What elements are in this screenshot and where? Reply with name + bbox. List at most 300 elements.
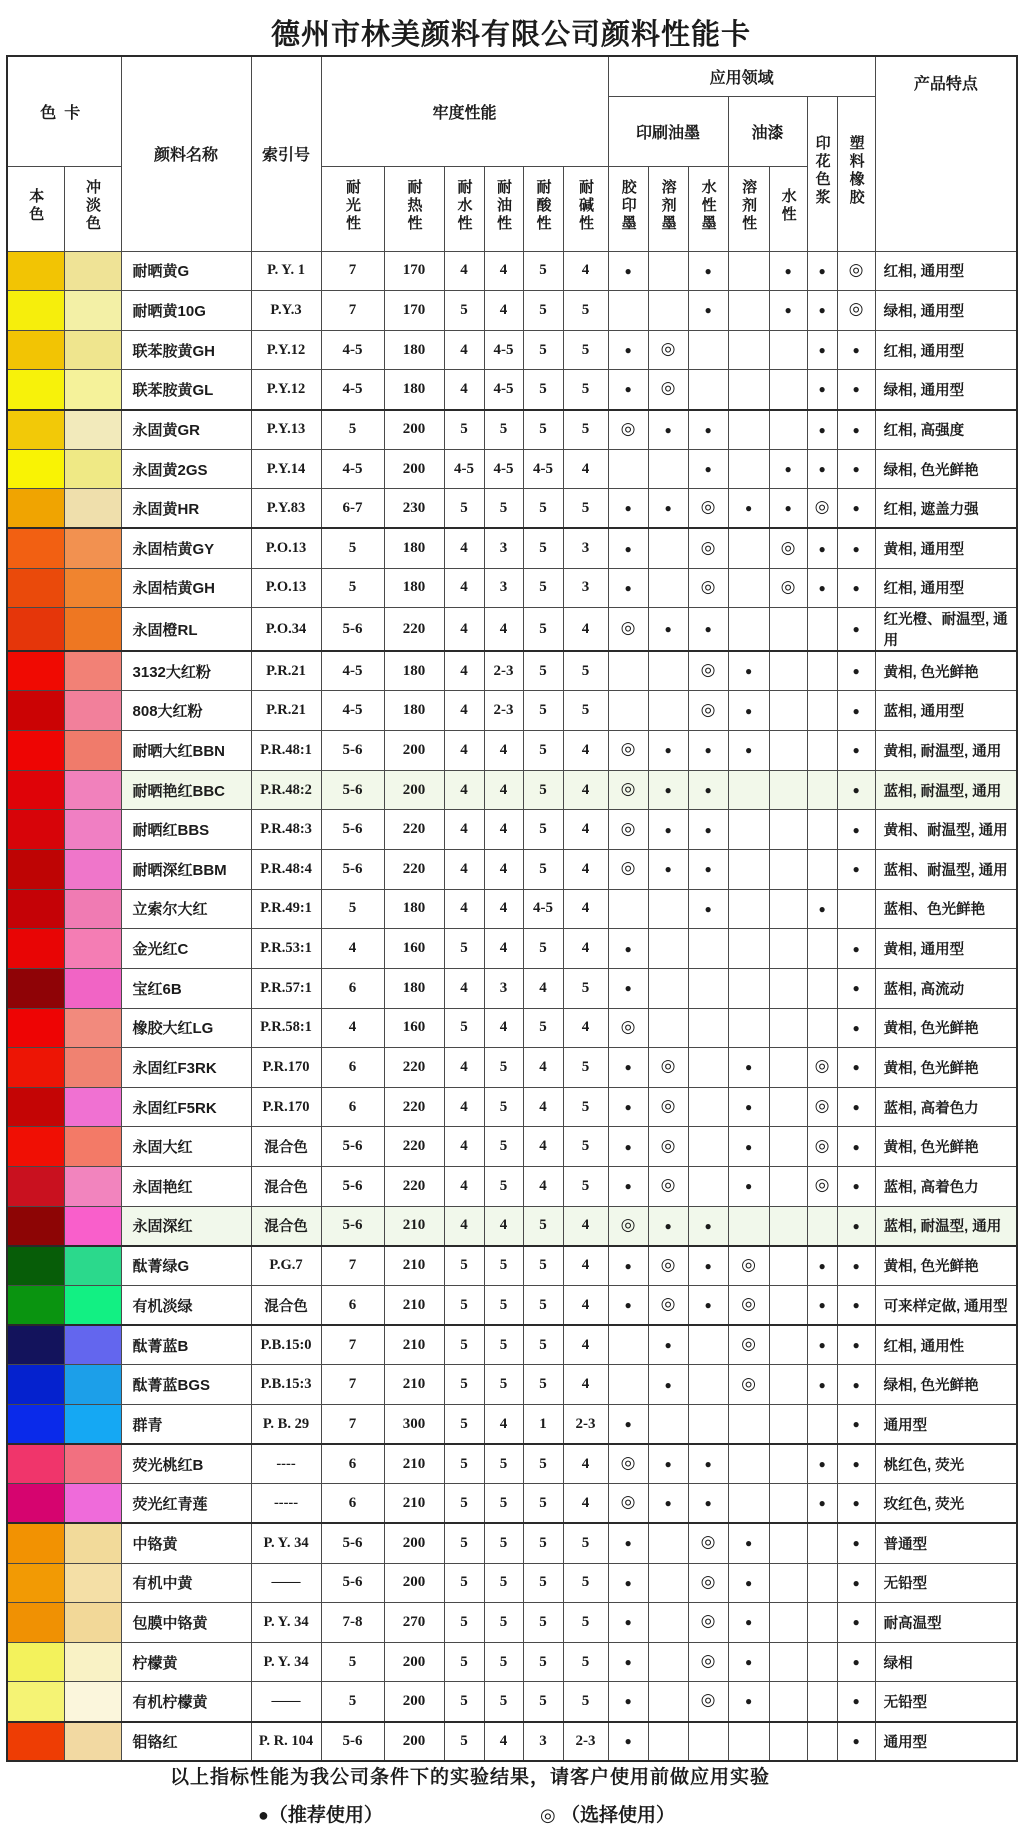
product-features: 黄相, 通用型	[875, 528, 1017, 568]
application-mark	[608, 929, 648, 969]
application-mark	[769, 1286, 807, 1326]
index-number: ——	[251, 1682, 321, 1722]
base-color-swatch	[7, 1167, 64, 1207]
application-mark	[807, 651, 837, 691]
product-features: 蓝相, 耐温型, 通用	[875, 770, 1017, 810]
base-color-swatch	[7, 251, 64, 291]
page-title: 德州市林美颜料有限公司颜料性能卡	[270, 19, 751, 51]
application-mark	[837, 449, 875, 489]
application-mark	[608, 410, 648, 450]
fastness-value: 5	[523, 291, 563, 331]
application-mark	[728, 810, 769, 850]
index-number: P.R.21	[251, 691, 321, 731]
fastness-value: 200	[384, 770, 444, 810]
recommended-dot-icon: ●	[852, 1496, 860, 1511]
diluted-color-swatch	[64, 889, 121, 929]
application-mark	[608, 370, 648, 410]
application-mark	[648, 849, 688, 889]
fastness-value: 5	[563, 330, 608, 370]
application-mark	[608, 1404, 648, 1444]
application-mark	[608, 1523, 648, 1563]
fastness-value: 5	[484, 1325, 523, 1365]
fastness-value: 5	[444, 1325, 484, 1365]
application-mark	[688, 1087, 728, 1127]
recommended-dot-icon: ●	[852, 1536, 860, 1551]
recommended-dot-icon: ●	[624, 1139, 632, 1154]
application-mark	[769, 968, 807, 1008]
optional-ring-icon: ◎	[741, 1373, 756, 1393]
application-mark	[688, 1603, 728, 1643]
base-color-swatch	[7, 770, 64, 810]
fastness-value: 4-5	[321, 651, 384, 691]
recommended-dot-icon: ●	[852, 1694, 860, 1709]
recommended-dot-icon: ●	[852, 382, 860, 397]
pigment-name: 耐晒黄10G	[121, 291, 251, 331]
application-mark	[608, 1444, 648, 1484]
application-mark	[608, 1365, 648, 1405]
base-color-swatch	[7, 1048, 64, 1088]
application-mark	[807, 1563, 837, 1603]
application-mark	[769, 731, 807, 771]
application-mark	[648, 1127, 688, 1167]
application-mark	[608, 608, 648, 652]
application-mark	[807, 1523, 837, 1563]
application-mark	[807, 1444, 837, 1484]
fastness-value: 1	[523, 1404, 563, 1444]
application-mark	[648, 1167, 688, 1207]
base-color-swatch	[7, 449, 64, 489]
application-mark	[807, 1167, 837, 1207]
application-mark	[807, 1246, 837, 1286]
fastness-value: 4	[484, 770, 523, 810]
fastness-value: 200	[384, 1722, 444, 1762]
product-features: 蓝相, 高着色力	[875, 1087, 1017, 1127]
fastness-value: 170	[384, 291, 444, 331]
fastness-value: 200	[384, 1642, 444, 1682]
index-number: P.R.170	[251, 1087, 321, 1127]
diluted-color-swatch	[64, 731, 121, 771]
fastness-value: 4	[563, 1444, 608, 1484]
optional-ring-icon: ◎	[620, 1016, 636, 1036]
fastness-value: 4	[444, 968, 484, 1008]
application-mark	[688, 449, 728, 489]
pigment-name: 金光红C	[121, 929, 251, 969]
recommended-dot-icon: ●	[258, 1805, 269, 1825]
fastness-value: 5	[484, 1444, 523, 1484]
base-color-swatch	[7, 608, 64, 652]
application-mark	[728, 1444, 769, 1484]
application-mark	[769, 1206, 807, 1246]
pigment-name: 酞菁蓝B	[121, 1325, 251, 1365]
pigment-name: 联苯胺黄GL	[121, 370, 251, 410]
application-mark	[648, 608, 688, 652]
fastness-value: 200	[384, 1682, 444, 1722]
application-mark	[837, 1682, 875, 1722]
diluted-color-swatch	[64, 1444, 121, 1484]
fastness-value: 5	[484, 1484, 523, 1524]
application-mark	[648, 1603, 688, 1643]
fastness-value: 200	[384, 1563, 444, 1603]
application-mark	[688, 770, 728, 810]
fastness-value: 5	[523, 849, 563, 889]
base-color-swatch	[7, 1484, 64, 1524]
recommended-dot-icon: ●	[704, 622, 712, 637]
diluted-color-swatch	[64, 489, 121, 529]
optional-ring-icon: ◎	[814, 1096, 830, 1116]
diluted-color-swatch	[64, 1682, 121, 1722]
index-number: P.R.48:3	[251, 810, 321, 850]
application-mark	[688, 1523, 728, 1563]
product-features: 蓝相、色光鲜艳	[875, 889, 1017, 929]
recommended-dot-icon: ●	[818, 1496, 826, 1511]
application-mark	[807, 770, 837, 810]
fastness-value: 2-3	[563, 1722, 608, 1762]
application-mark	[608, 889, 648, 929]
optional-ring-icon: ◎	[814, 1135, 830, 1155]
recommended-dot-icon: ●	[744, 703, 753, 718]
fastness-value: 6	[321, 1286, 384, 1326]
application-mark	[648, 489, 688, 529]
application-mark	[837, 568, 875, 608]
fastness-value: 220	[384, 1127, 444, 1167]
diluted-color-swatch	[64, 691, 121, 731]
application-mark	[837, 489, 875, 529]
application-mark	[608, 1286, 648, 1326]
recommended-dot-icon: ●	[704, 743, 712, 758]
application-mark	[837, 1722, 875, 1762]
application-mark	[837, 1167, 875, 1207]
recommended-dot-icon: ●	[852, 343, 860, 358]
product-features: 可来样定做, 通用型	[875, 1286, 1017, 1326]
recommended-dot-icon: ●	[744, 1575, 753, 1590]
index-number: P.R.49:1	[251, 889, 321, 929]
recommended-dot-icon: ●	[624, 501, 632, 516]
application-mark	[769, 1444, 807, 1484]
application-mark	[837, 528, 875, 568]
fastness-value: 4	[321, 1008, 384, 1048]
optional-ring-icon: ◎	[700, 576, 716, 596]
pigment-name: 耐晒红BBS	[121, 810, 251, 850]
fastness-value: 5	[563, 1127, 608, 1167]
pigment-row	[7, 251, 1017, 291]
pigment-row	[7, 731, 1017, 771]
application-mark	[769, 1008, 807, 1048]
recommended-dot-icon: ●	[818, 1298, 826, 1313]
fastness-value: 4	[563, 1325, 608, 1365]
diluted-color-swatch	[64, 1325, 121, 1365]
index-number: ——	[251, 1563, 321, 1603]
application-mark	[728, 410, 769, 450]
application-mark	[608, 1008, 648, 1048]
base-color-swatch	[7, 330, 64, 370]
fastness-value: 5	[444, 1682, 484, 1722]
fastness-value: 210	[384, 1365, 444, 1405]
diluted-color-swatch	[64, 1087, 121, 1127]
fastness-value: 5	[523, 1325, 563, 1365]
application-mark	[608, 528, 648, 568]
recommended-dot-icon: ●	[818, 303, 826, 318]
pigment-name: 耐晒深红BBM	[121, 849, 251, 889]
application-mark	[688, 1642, 728, 1682]
optional-ring-icon: ◎	[700, 1611, 716, 1631]
fastness-value: 5	[563, 1087, 608, 1127]
application-mark	[837, 849, 875, 889]
application-mark	[688, 691, 728, 731]
application-mark	[837, 770, 875, 810]
fastness-value: 5	[563, 1563, 608, 1603]
fastness-value: 5	[321, 528, 384, 568]
recommended-dot-icon: ●	[744, 1615, 753, 1630]
application-mark	[688, 410, 728, 450]
pigment-name: 永固橙RL	[121, 608, 251, 652]
recommended-dot-icon: ●	[704, 1496, 712, 1511]
fastness-value: 6	[321, 1444, 384, 1484]
application-mark	[807, 1286, 837, 1326]
product-features: 蓝相, 高流动	[875, 968, 1017, 1008]
recommended-dot-icon: ●	[818, 462, 826, 477]
pigment-row	[7, 1563, 1017, 1603]
fastness-value: 3	[563, 568, 608, 608]
fastness-value: 7	[321, 251, 384, 291]
application-mark	[608, 1722, 648, 1762]
application-mark	[688, 849, 728, 889]
application-mark	[807, 1484, 837, 1524]
pigment-name: 有机中黄	[121, 1563, 251, 1603]
optional-ring-icon: ◎	[700, 1690, 716, 1710]
fastness-value: 220	[384, 1048, 444, 1088]
application-mark	[769, 929, 807, 969]
fastness-value: 5	[563, 410, 608, 450]
application-mark	[837, 1603, 875, 1643]
recommended-dot-icon: ●	[624, 580, 632, 595]
application-mark	[769, 1404, 807, 1444]
recommended-dot-icon: ●	[852, 783, 860, 797]
pigment-row	[7, 1167, 1017, 1207]
application-mark	[807, 1642, 837, 1682]
optional-ring-icon: ◎	[660, 339, 676, 359]
fastness-value: 4	[444, 889, 484, 929]
application-mark	[608, 849, 648, 889]
recommended-dot-icon: ●	[852, 1655, 860, 1670]
fastness-value: 4	[484, 731, 523, 771]
application-mark	[837, 251, 875, 291]
fastness-value: 270	[384, 1603, 444, 1643]
pigment-row	[7, 691, 1017, 731]
application-mark	[728, 1127, 769, 1167]
application-mark	[728, 1523, 769, 1563]
diluted-color-swatch	[64, 770, 121, 810]
fastness-value: 4	[444, 1206, 484, 1246]
recommended-dot-icon: ●	[852, 1417, 860, 1431]
fastness-value: 4	[444, 608, 484, 652]
fastness-value: 7	[321, 1325, 384, 1365]
diluted-color-swatch	[64, 1008, 121, 1048]
application-mark	[837, 691, 875, 731]
pigment-row	[7, 1008, 1017, 1048]
optional-ring-icon: ◎	[620, 1453, 636, 1473]
application-mark	[608, 1325, 648, 1365]
legend-recommended	[258, 1800, 383, 1827]
recommended-dot-icon: ●	[664, 622, 672, 637]
fastness-value: 4	[484, 1206, 523, 1246]
fastness-value: 5	[444, 1404, 484, 1444]
fastness-value: 4	[563, 1206, 608, 1246]
fastness-value: 3	[484, 528, 523, 568]
pigment-row	[7, 929, 1017, 969]
fastness-value: 4-5	[523, 449, 563, 489]
optional-ring-icon: ◎	[780, 576, 796, 596]
fastness-value: 4-5	[484, 330, 523, 370]
application-mark	[608, 770, 648, 810]
fastness-value: 5	[523, 651, 563, 691]
application-mark	[728, 1206, 769, 1246]
fastness-value: 4	[444, 370, 484, 410]
fastness-value: 3	[523, 1722, 563, 1762]
application-mark	[648, 568, 688, 608]
optional-ring-icon: ◎	[620, 1214, 636, 1234]
application-mark	[807, 968, 837, 1008]
optional-ring-icon: ◎	[741, 1334, 756, 1354]
fastness-value: 220	[384, 1087, 444, 1127]
fastness-value: 5	[563, 1642, 608, 1682]
recommended-dot-icon: ●	[744, 1536, 753, 1551]
fastness-value: 4	[444, 770, 484, 810]
application-mark	[648, 1642, 688, 1682]
base-color-swatch	[7, 929, 64, 969]
pigment-row	[7, 1365, 1017, 1405]
diluted-color-swatch	[64, 1365, 121, 1405]
index-number: 混合色	[251, 1206, 321, 1246]
application-mark	[648, 651, 688, 691]
application-mark	[688, 1325, 728, 1365]
optional-ring-icon: ◎	[620, 858, 636, 878]
application-mark	[608, 651, 648, 691]
application-mark	[769, 528, 807, 568]
fastness-value: 200	[384, 410, 444, 450]
pigment-row	[7, 1444, 1017, 1484]
fastness-value: 4	[484, 251, 523, 291]
optional-ring-icon: ◎	[660, 378, 676, 398]
application-mark	[769, 1682, 807, 1722]
fastness-value: 4	[563, 929, 608, 969]
recommended-dot-icon: ●	[744, 1100, 753, 1115]
fastness-value: 5	[523, 330, 563, 370]
diluted-color-swatch	[64, 1722, 121, 1762]
application-mark	[648, 1206, 688, 1246]
fastness-value: 4	[563, 1246, 608, 1286]
application-mark	[688, 1404, 728, 1444]
recommended-dot-icon: ●	[704, 862, 712, 877]
pigment-row	[7, 489, 1017, 529]
diluted-color-swatch	[64, 1286, 121, 1326]
recommended-dot-icon: ●	[852, 1377, 860, 1392]
fastness-value: 180	[384, 651, 444, 691]
pigment-name: 永固桔黄GY	[121, 528, 251, 568]
index-number: P.Y.12	[251, 330, 321, 370]
fastness-value: 4	[563, 810, 608, 850]
application-mark	[769, 291, 807, 331]
recommended-dot-icon: ●	[664, 822, 672, 837]
application-mark	[769, 1087, 807, 1127]
base-color-swatch	[7, 889, 64, 929]
fastness-value: 4-5	[484, 449, 523, 489]
fastness-value: 5	[523, 1286, 563, 1326]
application-mark	[688, 1206, 728, 1246]
fastness-value: 4	[444, 330, 484, 370]
fastness-value: 4	[444, 1087, 484, 1127]
fastness-value: 4-5	[484, 370, 523, 410]
fastness-value: 5	[444, 410, 484, 450]
application-mark	[769, 1048, 807, 1088]
fastness-value: 5	[523, 1523, 563, 1563]
fastness-value: 2-3	[563, 1404, 608, 1444]
recommended-dot-icon: ●	[852, 941, 860, 956]
application-mark	[728, 889, 769, 929]
application-mark	[807, 1404, 837, 1444]
recommended-dot-icon: ●	[744, 1060, 753, 1075]
application-mark	[688, 568, 728, 608]
base-color-swatch	[7, 1563, 64, 1603]
application-mark	[769, 1722, 807, 1762]
recommended-dot-icon: ●	[852, 1338, 860, 1353]
fastness-value: 5	[484, 1286, 523, 1326]
product-features: 黄相, 通用型	[875, 929, 1017, 969]
pigment-row	[7, 1404, 1017, 1444]
fastness-value: 4	[444, 1167, 484, 1207]
base-color-swatch	[7, 849, 64, 889]
header-offset-ink: 胶印墨	[608, 166, 648, 251]
application-mark	[837, 1087, 875, 1127]
application-mark	[728, 1603, 769, 1643]
fastness-value: 5	[444, 1365, 484, 1405]
application-mark	[807, 1682, 837, 1722]
application-mark	[608, 1048, 648, 1088]
diluted-color-swatch	[64, 810, 121, 850]
fastness-value: 5	[523, 1365, 563, 1405]
recommended-dot-icon: ●	[818, 901, 826, 916]
application-mark	[837, 370, 875, 410]
fastness-value: 4	[523, 1087, 563, 1127]
recommended-dot-icon: ●	[704, 901, 712, 916]
base-color-swatch	[7, 1404, 64, 1444]
recommended-dot-icon: ●	[704, 1258, 712, 1273]
application-mark	[837, 1325, 875, 1365]
application-mark	[728, 1286, 769, 1326]
recommended-dot-icon: ●	[664, 862, 672, 877]
application-mark	[688, 889, 728, 929]
optional-ring-icon: ◎	[660, 1175, 676, 1195]
optional-ring-icon: ◎	[620, 1492, 636, 1512]
product-features: 黄相, 色光鲜艳	[875, 1246, 1017, 1286]
fastness-value: 5-6	[321, 1127, 384, 1167]
pigment-name: 永固黄GR	[121, 410, 251, 450]
application-mark	[769, 1484, 807, 1524]
product-features: 红相, 通用型	[875, 568, 1017, 608]
application-mark	[807, 1048, 837, 1088]
recommended-dot-icon: ●	[664, 783, 672, 797]
application-mark	[837, 1365, 875, 1405]
diluted-color-swatch	[64, 929, 121, 969]
product-features: 绿相, 色光鲜艳	[875, 449, 1017, 489]
optional-ring-icon: ◎	[700, 660, 716, 680]
pigment-row	[7, 1682, 1017, 1722]
fastness-value: 5	[563, 1167, 608, 1207]
index-number: 混合色	[251, 1286, 321, 1326]
diluted-color-swatch	[64, 291, 121, 331]
fastness-value: 5	[563, 291, 608, 331]
application-mark	[728, 489, 769, 529]
application-mark	[807, 1325, 837, 1365]
